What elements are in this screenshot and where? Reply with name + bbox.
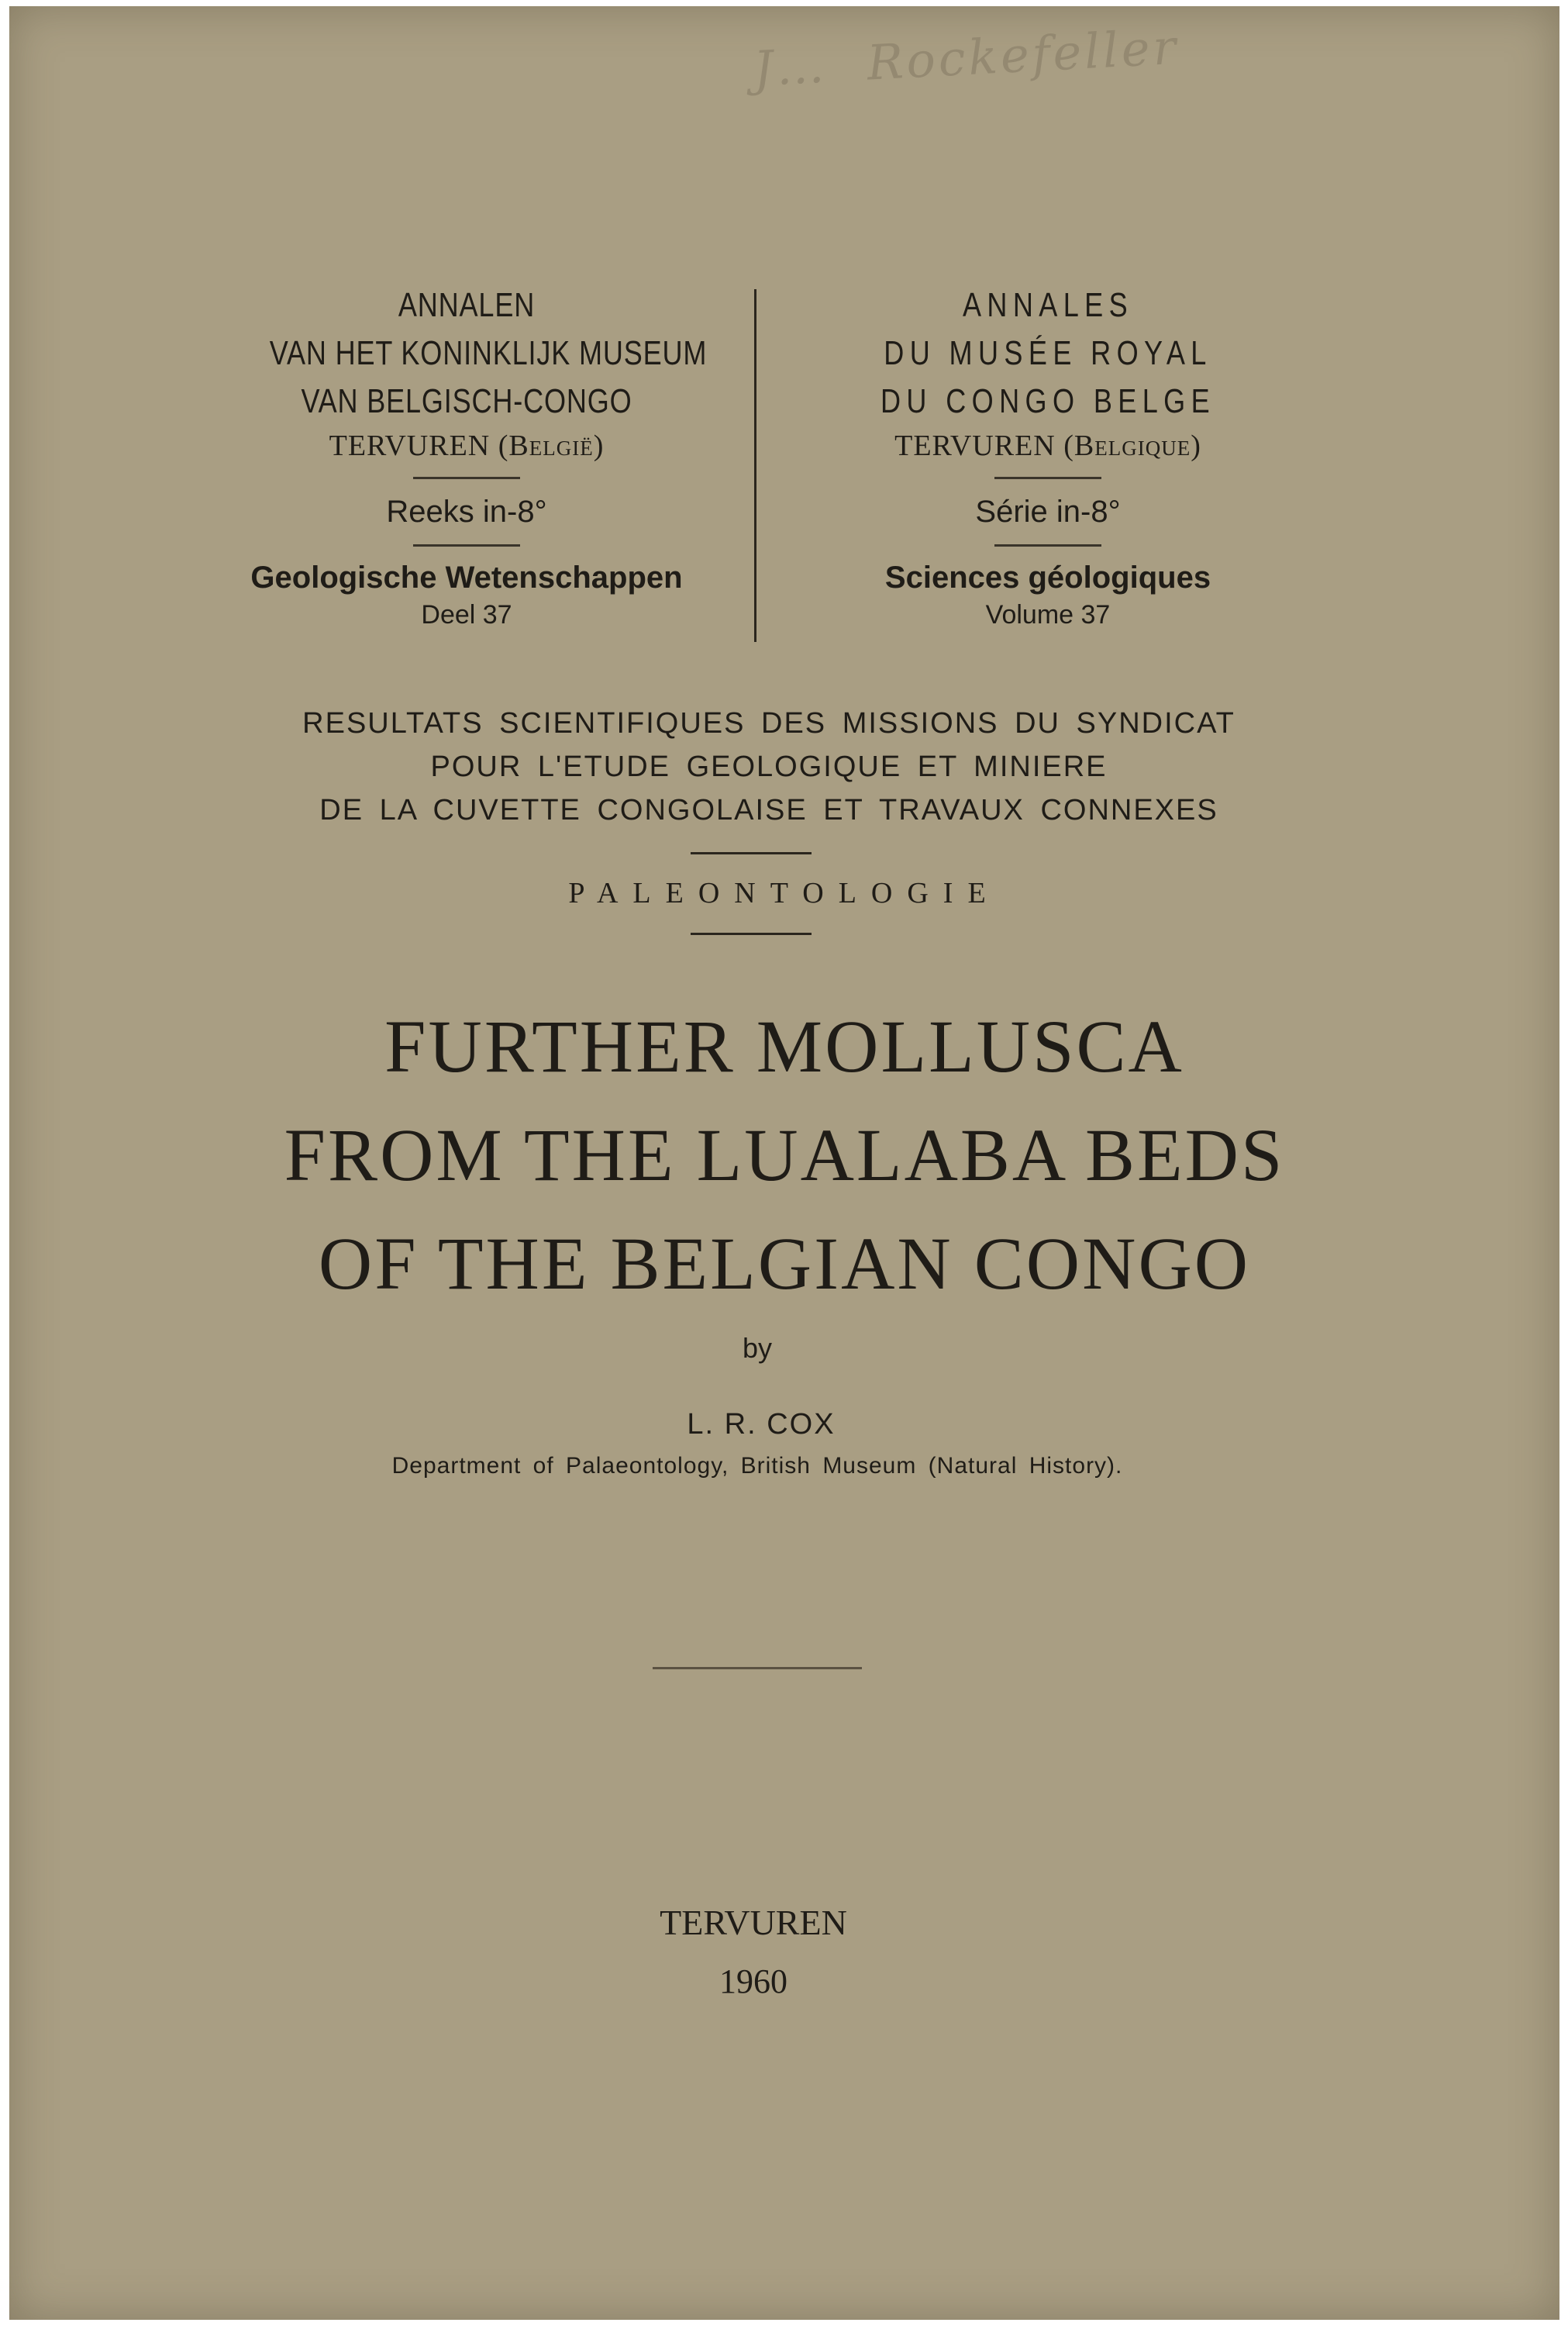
document-title (164, 992, 1404, 1318)
discipline-label-fr: Sciences géologiques (884, 561, 1211, 595)
publisher-line-3-fr: DU CONGO BELGE (880, 382, 1216, 420)
divider-rule (994, 544, 1101, 547)
publisher-line-2-fr: DU MUSÉE ROYAL (884, 334, 1212, 372)
section-rule-bottom (691, 933, 812, 935)
series-label-fr: Série in-8° (975, 495, 1121, 529)
publisher-line-1-nl: ANNALEN (398, 286, 536, 324)
title-line-3: OF THE BELGIAN CONGO (318, 1222, 1251, 1305)
volume-label-nl: Deel 37 (421, 600, 512, 630)
results-line-3: DE LA CUVETTE CONGOLAISE ET TRAVAUX CONNEXES (319, 794, 1218, 827)
title-line-1: FURTHER MOLLUSCA (384, 1005, 1184, 1088)
publisher-line-3-nl: VAN BELGISCH-CONGO (301, 382, 632, 420)
column-divider (754, 289, 756, 642)
dutch-publication-block (226, 281, 707, 632)
handwritten-signature: J… Rockefeller (752, 18, 1180, 98)
results-line-1: RESULTATS SCIENTIFIQUES DES MISSIONS DU SYNDICAT (302, 707, 1235, 740)
by-label: by (742, 1332, 773, 1364)
author-affiliation: Department of Palaeontology, British Museum (Natural History). (391, 1453, 1123, 1479)
separator-rule (653, 1667, 862, 1669)
results-heading (242, 702, 1296, 832)
author-name: L. R. COX (687, 1408, 836, 1441)
discipline-label-nl: Geologische Wetenschappen (250, 561, 683, 595)
imprint-year: 1960 (719, 1962, 787, 2000)
publisher-line-1-fr: ANNALES (962, 286, 1134, 324)
title-line-2: FROM THE LUALABA BEDS (284, 1113, 1285, 1196)
book-cover (9, 6, 1559, 2320)
results-line-2: POUR L'ETUDE GEOLOGIQUE ET MINIERE (430, 751, 1108, 783)
series-label-nl: Reeks in-8° (386, 495, 547, 529)
section-rule-top (691, 852, 812, 854)
publisher-line-2-nl: VAN HET KONINKLIJK MUSEUM (269, 334, 708, 372)
divider-rule (413, 544, 520, 547)
section-label: PALEONTOLOGIE (568, 877, 1001, 909)
publisher-place-fr: TERVUREN (Belgique) (894, 430, 1201, 462)
publisher-place-nl: TERVUREN (België) (329, 430, 605, 462)
volume-label-fr: Volume 37 (985, 600, 1111, 630)
divider-rule (413, 477, 520, 479)
french-publication-block (808, 281, 1288, 632)
imprint-place: TERVUREN (660, 1903, 847, 1942)
divider-rule (994, 477, 1101, 479)
